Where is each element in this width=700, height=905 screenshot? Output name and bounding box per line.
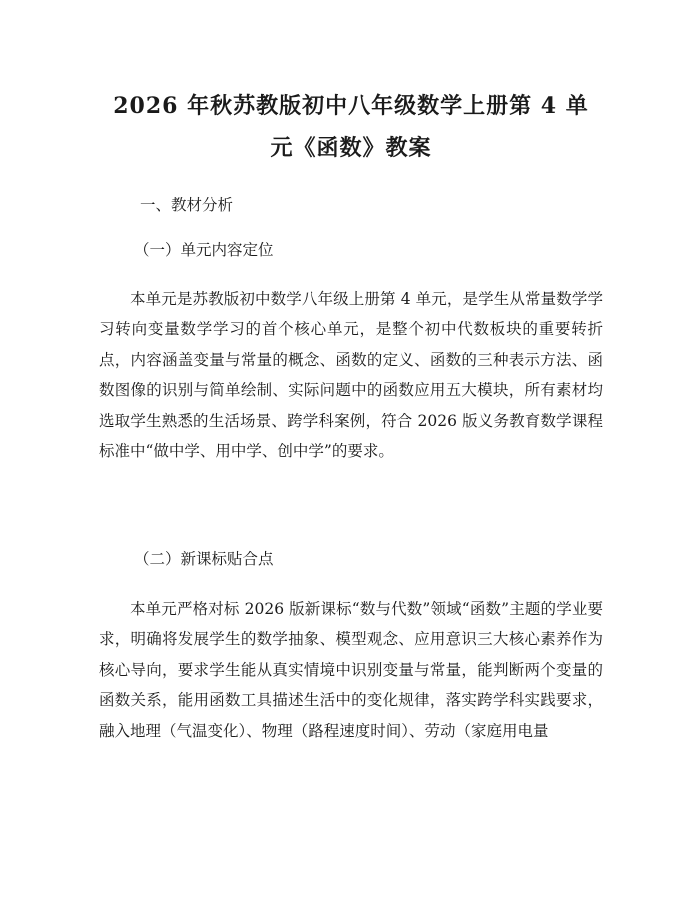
paragraph-curriculum-alignment: 本单元严格对标 2026 版新课标“数与代数”领域“函数”主题的学业要求，明确将发展学生的数学抽象、模型观念、应用意识三大核心素养作为核心导向，要求学生能从真实情境中识别变量与常量，能判断两个变量的函数关系，能用函数工具描述生活中的变化规律，落实跨学科实践要求，融入地理（气温变化）、物理（路程速度时间）、劳动（家庭用电量 [99, 600, 603, 740]
subsection-heading-curriculum-alignment: （二）新课标贴合点 [134, 550, 274, 568]
document-title-line-1: 2026 年秋苏教版初中八年级数学上册第 4 单 [113, 93, 589, 119]
paragraph-unit-positioning: 本单元是苏教版初中数学八年级上册第 4 单元，是学生从常量数学学习转向变量数学学习的首个核心单元，是整个初中代数板块的重要转折点，内容涵盖变量与常量的概念、函数的定义、函数的三种表示方法、函数图像的识别与简单绘制、实际问题中的函数应用五大模块，所有素材均选取学生熟悉的生活场景、跨学科案例，符合 2026 版义务教育数学课程标准中“做中学、用中学、创中学”的要求。 [99, 290, 603, 461]
document-title-line-2: 元《函数》教案 [270, 135, 432, 161]
section-heading-teaching-material-analysis: 一、教材分析 [140, 196, 234, 214]
subsection-heading-unit-positioning: （一）单元内容定位 [134, 241, 274, 259]
